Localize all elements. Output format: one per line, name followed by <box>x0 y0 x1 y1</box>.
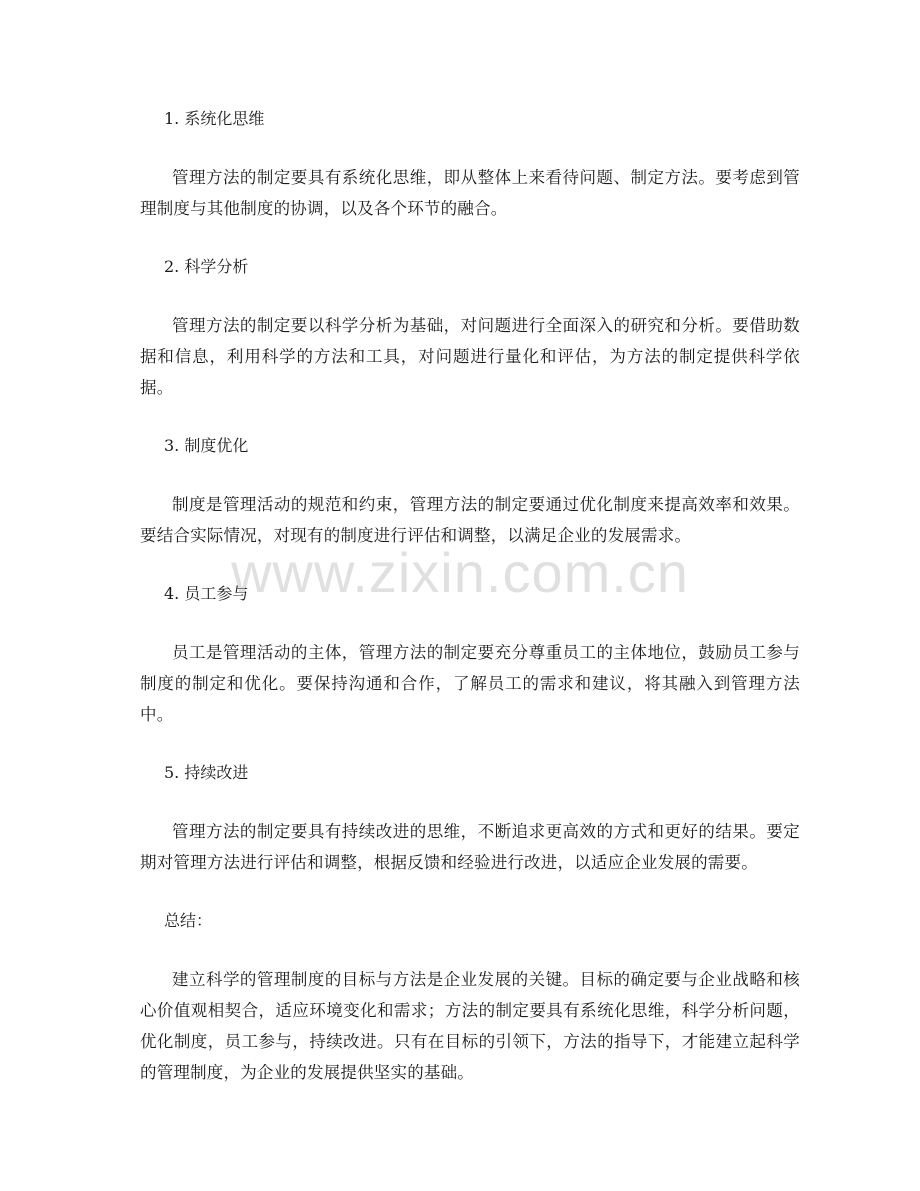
section-paragraph: 制度是管理活动的规范和约束，管理方法的制定要通过优化制度来提高效率和效果。要结合实际情况，对现有的制度进行评估和调整，以满足企业的发展需求。 <box>140 495 800 545</box>
section-paragraph: 管理方法的制定要具有持续改进的思维，不断追求更高效的方式和更好的结果。要定期对管理方法进行评估和调整，根据反馈和经验进行改进，以适应企业发展的需要。 <box>140 822 800 872</box>
section-paragraph: 管理方法的制定要以科学分析为基础，对问题进行全面深入的研究和分析。要借助数据和信息，利用科学的方法和工具，对问题进行量化和评估，为方法的制定提供科学依据。 <box>140 316 800 397</box>
section-1 <box>140 104 800 224</box>
document-content <box>140 104 800 1116</box>
summary-heading: 总结： <box>164 911 213 930</box>
section-heading: 1. 系统化思维 <box>164 109 265 128</box>
section-paragraph: 管理方法的制定要具有系统化思维，即从整体上来看待问题、制定方法。要考虑到管理制度与其他制度的协调，以及各个环节的融合。 <box>140 168 800 218</box>
summary-paragraph: 建立科学的管理制度的目标与方法是企业发展的关键。目标的确定要与企业战略和核心价值观相契合，适应环境变化和需求；方法的制定要具有系统化思维，科学分析问题，优化制度，员工参与，持续改进。只有在目标的引领下，方法的指导下，才能建立起科学的管理制度，为企业的发展提供坚实的基础。 <box>140 970 800 1082</box>
section-4 <box>140 579 800 730</box>
section-3 <box>140 431 800 551</box>
section-heading: 4. 员工参与 <box>164 584 249 603</box>
section-2 <box>140 252 800 403</box>
section-paragraph: 员工是管理活动的主体，管理方法的制定要充分尊重员工的主体地位，鼓励员工参与制度的制定和优化。要保持沟通和合作，了解员工的需求和建议，将其融入到管理方法中。 <box>140 643 800 724</box>
summary-section <box>140 906 800 1088</box>
section-heading: 5. 持续改进 <box>164 763 249 782</box>
section-5 <box>140 758 800 878</box>
watermark: www.zixin.com.cn <box>231 541 689 604</box>
section-heading: 3. 制度优化 <box>164 436 249 455</box>
section-heading: 2. 科学分析 <box>164 257 249 276</box>
